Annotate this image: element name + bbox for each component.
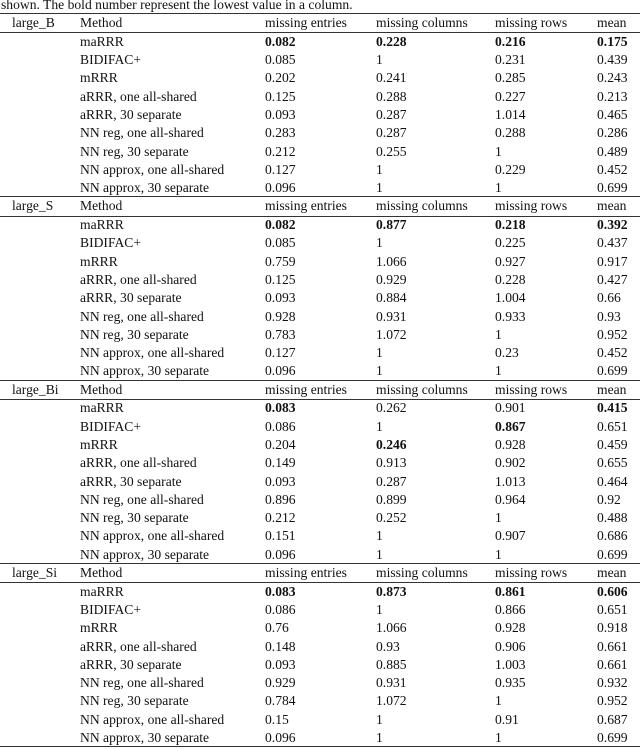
value-cell-rows: 0.227 bbox=[495, 88, 526, 104]
method-cell: NN approx, 30 separate bbox=[80, 730, 210, 746]
value-cell-rows: 0.902 bbox=[495, 455, 526, 471]
method-cell: NN approx, one all-shared bbox=[80, 711, 225, 727]
value-cell-cols: 0.899 bbox=[376, 491, 407, 507]
value-cell-entries: 0.148 bbox=[265, 638, 296, 654]
dataset-section bbox=[0, 380, 640, 563]
table-row bbox=[0, 473, 640, 491]
value-cell-rows: 1.004 bbox=[495, 290, 526, 306]
method-cell: aRRR, 30 separate bbox=[80, 656, 182, 672]
column-header: missing entries bbox=[265, 381, 347, 397]
value-cell-mean: 0.392 bbox=[597, 217, 628, 233]
method-cell: BIDIFAC+ bbox=[80, 418, 142, 434]
value-cell-entries: 0.896 bbox=[265, 491, 296, 507]
value-cell-entries: 0.212 bbox=[265, 510, 296, 526]
value-cell-mean: 0.452 bbox=[597, 345, 628, 361]
value-cell-mean: 0.459 bbox=[597, 436, 628, 452]
column-header: missing rows bbox=[495, 381, 568, 397]
method-cell: NN approx, one all-shared bbox=[80, 528, 225, 544]
value-cell-rows: 1 bbox=[495, 180, 502, 196]
column-header: Method bbox=[80, 381, 123, 397]
value-cell-entries: 0.928 bbox=[265, 308, 296, 324]
header-row bbox=[0, 564, 640, 583]
value-cell-cols: 1 bbox=[376, 418, 383, 434]
table-row bbox=[0, 527, 640, 545]
method-cell: NN reg, 30 separate bbox=[80, 510, 189, 526]
value-cell-mean: 0.661 bbox=[597, 638, 628, 654]
value-cell-mean: 0.66 bbox=[597, 290, 621, 306]
value-cell-rows: 1 bbox=[495, 546, 502, 562]
value-cell-entries: 0.096 bbox=[265, 730, 296, 746]
value-cell-cols: 0.873 bbox=[376, 583, 407, 599]
value-cell-entries: 0.082 bbox=[265, 217, 296, 233]
value-cell-entries: 0.127 bbox=[265, 345, 296, 361]
header-row bbox=[0, 14, 640, 33]
method-cell: mRRR bbox=[80, 436, 118, 452]
value-cell-mean: 0.427 bbox=[597, 271, 628, 287]
method-cell: aRRR, 30 separate bbox=[80, 290, 182, 306]
value-cell-mean: 0.488 bbox=[597, 510, 628, 526]
value-cell-entries: 0.784 bbox=[265, 693, 296, 709]
value-cell-entries: 0.125 bbox=[265, 271, 296, 287]
value-cell-mean: 0.465 bbox=[597, 107, 628, 122]
column-header: mean bbox=[597, 198, 627, 214]
method-cell: mRRR bbox=[80, 253, 118, 269]
value-cell-mean: 0.606 bbox=[597, 583, 628, 599]
value-cell-rows: 0.23 bbox=[495, 345, 519, 361]
value-cell-entries: 0.212 bbox=[265, 143, 296, 159]
value-cell-entries: 0.151 bbox=[265, 528, 296, 544]
value-cell-cols: 0.241 bbox=[376, 70, 407, 86]
value-cell-rows: 1 bbox=[495, 510, 502, 526]
method-cell: mRRR bbox=[80, 70, 118, 86]
value-cell-entries: 0.086 bbox=[265, 601, 296, 617]
value-cell-rows: 0.288 bbox=[495, 125, 526, 141]
value-cell-rows: 0.216 bbox=[495, 33, 526, 49]
method-cell: NN reg, one all-shared bbox=[80, 125, 204, 141]
value-cell-cols: 1 bbox=[376, 363, 383, 379]
value-cell-rows: 1.014 bbox=[495, 107, 526, 122]
value-cell-mean: 0.415 bbox=[597, 400, 628, 416]
dataset-section bbox=[0, 13, 640, 196]
table-row bbox=[0, 418, 640, 436]
value-cell-mean: 0.489 bbox=[597, 143, 628, 159]
method-cell: BIDIFAC+ bbox=[80, 235, 142, 251]
value-cell-mean: 0.655 bbox=[597, 455, 628, 471]
value-cell-entries: 0.093 bbox=[265, 473, 296, 489]
column-header: missing entries bbox=[265, 15, 347, 30]
method-cell: NN reg, 30 separate bbox=[80, 326, 189, 342]
value-cell-cols: 0.913 bbox=[376, 455, 407, 471]
value-cell-rows: 1 bbox=[495, 693, 502, 709]
value-cell-cols: 0.884 bbox=[376, 290, 407, 306]
table-row bbox=[0, 619, 640, 637]
value-cell-rows: 1 bbox=[495, 326, 502, 342]
method-cell: aRRR, one all-shared bbox=[80, 455, 197, 471]
value-cell-rows: 1 bbox=[495, 143, 502, 159]
value-cell-entries: 0.204 bbox=[265, 436, 296, 452]
method-cell: aRRR, one all-shared bbox=[80, 638, 197, 654]
dataset-label: large_Si bbox=[12, 564, 58, 580]
value-cell-entries: 0.15 bbox=[265, 711, 289, 727]
method-cell: maRRR bbox=[80, 400, 124, 416]
dataset-section bbox=[0, 563, 640, 747]
value-cell-rows: 0.928 bbox=[495, 436, 526, 452]
value-cell-mean: 0.686 bbox=[597, 528, 628, 544]
method-cell: NN approx, one all-shared bbox=[80, 161, 225, 177]
table-row bbox=[0, 583, 640, 601]
method-cell: aRRR, one all-shared bbox=[80, 88, 197, 104]
value-cell-entries: 0.082 bbox=[265, 33, 296, 49]
table-row bbox=[0, 546, 640, 564]
table-row bbox=[0, 234, 640, 252]
table-row bbox=[0, 362, 640, 380]
value-cell-mean: 0.464 bbox=[597, 473, 628, 489]
value-cell-entries: 0.093 bbox=[265, 107, 296, 122]
method-cell: NN reg, one all-shared bbox=[80, 491, 204, 507]
value-cell-mean: 0.699 bbox=[597, 546, 628, 562]
column-header: mean bbox=[597, 564, 627, 580]
table-row bbox=[0, 69, 640, 87]
table-row bbox=[0, 289, 640, 307]
table-row bbox=[0, 216, 640, 234]
value-cell-entries: 0.096 bbox=[265, 180, 296, 196]
value-cell-cols: 0.246 bbox=[376, 436, 407, 452]
table-row bbox=[0, 179, 640, 197]
value-cell-cols: 1.066 bbox=[376, 253, 407, 269]
value-cell-rows: 1.013 bbox=[495, 473, 526, 489]
value-cell-cols: 0.929 bbox=[376, 271, 407, 287]
column-header: missing entries bbox=[265, 564, 347, 580]
value-cell-entries: 0.149 bbox=[265, 455, 296, 471]
value-cell-rows: 0.933 bbox=[495, 308, 526, 324]
column-header: missing entries bbox=[265, 198, 347, 214]
value-cell-entries: 0.085 bbox=[265, 52, 296, 68]
value-cell-mean: 0.651 bbox=[597, 601, 628, 617]
value-cell-cols: 1.072 bbox=[376, 693, 407, 709]
value-cell-cols: 1 bbox=[376, 528, 383, 544]
value-cell-cols: 1 bbox=[376, 601, 383, 617]
value-cell-cols: 0.262 bbox=[376, 400, 407, 416]
column-header: missing rows bbox=[495, 564, 568, 580]
method-cell: maRRR bbox=[80, 33, 124, 49]
table-row bbox=[0, 638, 640, 656]
method-cell: maRRR bbox=[80, 583, 124, 599]
value-cell-cols: 0.252 bbox=[376, 510, 407, 526]
table-row bbox=[0, 326, 640, 344]
table-row bbox=[0, 491, 640, 509]
value-cell-cols: 0.931 bbox=[376, 308, 407, 324]
value-cell-rows: 0.218 bbox=[495, 217, 526, 233]
dataset-label: large_B bbox=[12, 15, 55, 30]
value-cell-rows: 0.285 bbox=[495, 70, 526, 86]
value-cell-mean: 0.952 bbox=[597, 326, 628, 342]
value-cell-rows: 1 bbox=[495, 730, 502, 746]
value-cell-cols: 1 bbox=[376, 711, 383, 727]
column-header: mean bbox=[597, 381, 627, 397]
table-row bbox=[0, 344, 640, 362]
value-cell-cols: 1 bbox=[376, 52, 383, 68]
value-cell-mean: 0.286 bbox=[597, 125, 628, 141]
column-header: missing columns bbox=[376, 15, 468, 30]
column-header: missing columns bbox=[376, 381, 468, 397]
method-cell: NN reg, one all-shared bbox=[80, 308, 204, 324]
column-header: Method bbox=[80, 198, 123, 214]
value-cell-cols: 1.066 bbox=[376, 620, 407, 636]
value-cell-rows: 0.867 bbox=[495, 418, 526, 434]
value-cell-cols: 0.287 bbox=[376, 107, 407, 122]
table-row bbox=[0, 729, 640, 747]
table-row bbox=[0, 436, 640, 454]
column-header: missing columns bbox=[376, 564, 468, 580]
value-cell-rows: 0.964 bbox=[495, 491, 526, 507]
value-cell-entries: 0.76 bbox=[265, 620, 289, 636]
value-cell-cols: 1 bbox=[376, 730, 383, 746]
value-cell-entries: 0.283 bbox=[265, 125, 296, 141]
value-cell-mean: 0.93 bbox=[597, 308, 621, 324]
value-cell-cols: 1 bbox=[376, 161, 383, 177]
table-row bbox=[0, 253, 640, 271]
table-row bbox=[0, 711, 640, 729]
value-cell-rows: 1.003 bbox=[495, 656, 526, 672]
value-cell-cols: 1 bbox=[376, 235, 383, 251]
table-row bbox=[0, 399, 640, 417]
value-cell-mean: 0.92 bbox=[597, 491, 621, 507]
value-cell-entries: 0.085 bbox=[265, 235, 296, 251]
method-cell: aRRR, 30 separate bbox=[80, 473, 182, 489]
table-row bbox=[0, 88, 640, 106]
dataset-label: large_S bbox=[12, 198, 54, 214]
method-cell: NN approx, 30 separate bbox=[80, 546, 210, 562]
table-row bbox=[0, 106, 640, 124]
value-cell-mean: 0.175 bbox=[597, 33, 628, 49]
value-cell-rows: 0.935 bbox=[495, 675, 526, 691]
method-cell: mRRR bbox=[80, 620, 118, 636]
table-row bbox=[0, 33, 640, 51]
value-cell-rows: 0.861 bbox=[495, 583, 526, 599]
value-cell-cols: 1 bbox=[376, 180, 383, 196]
table-row bbox=[0, 271, 640, 289]
value-cell-entries: 0.093 bbox=[265, 290, 296, 306]
value-cell-cols: 0.885 bbox=[376, 656, 407, 672]
value-cell-rows: 0.906 bbox=[495, 638, 526, 654]
value-cell-entries: 0.929 bbox=[265, 675, 296, 691]
value-cell-rows: 1 bbox=[495, 363, 502, 379]
value-cell-entries: 0.783 bbox=[265, 326, 296, 342]
table-row bbox=[0, 51, 640, 69]
method-cell: BIDIFAC+ bbox=[80, 601, 142, 617]
value-cell-rows: 0.928 bbox=[495, 620, 526, 636]
column-header: missing columns bbox=[376, 198, 468, 214]
value-cell-entries: 0.096 bbox=[265, 363, 296, 379]
value-cell-mean: 0.699 bbox=[597, 180, 628, 196]
value-cell-cols: 0.228 bbox=[376, 33, 407, 49]
method-cell: NN approx, 30 separate bbox=[80, 180, 210, 196]
value-cell-cols: 0.877 bbox=[376, 217, 407, 233]
value-cell-rows: 0.231 bbox=[495, 52, 526, 68]
header-row bbox=[0, 381, 640, 400]
table-row bbox=[0, 601, 640, 619]
value-cell-mean: 0.651 bbox=[597, 418, 628, 434]
value-cell-rows: 0.866 bbox=[495, 601, 526, 617]
dataset-section bbox=[0, 196, 640, 379]
column-header: Method bbox=[80, 15, 123, 30]
value-cell-mean: 0.918 bbox=[597, 620, 628, 636]
value-cell-mean: 0.687 bbox=[597, 711, 628, 727]
value-cell-mean: 0.213 bbox=[597, 88, 628, 104]
value-cell-mean: 0.699 bbox=[597, 363, 628, 379]
table-row bbox=[0, 656, 640, 674]
results-table bbox=[0, 13, 640, 747]
value-cell-cols: 1 bbox=[376, 345, 383, 361]
method-cell: NN reg, 30 separate bbox=[80, 693, 189, 709]
column-header: missing rows bbox=[495, 198, 568, 214]
value-cell-mean: 0.452 bbox=[597, 161, 628, 177]
column-header: Method bbox=[80, 564, 123, 580]
value-cell-cols: 1 bbox=[376, 546, 383, 562]
table-row bbox=[0, 674, 640, 692]
value-cell-cols: 0.287 bbox=[376, 473, 407, 489]
method-cell: BIDIFAC+ bbox=[80, 52, 142, 68]
value-cell-cols: 0.287 bbox=[376, 125, 407, 141]
table-row bbox=[0, 509, 640, 527]
value-cell-rows: 0.901 bbox=[495, 400, 526, 416]
value-cell-cols: 0.255 bbox=[376, 143, 407, 159]
value-cell-mean: 0.439 bbox=[597, 52, 628, 68]
method-cell: maRRR bbox=[80, 217, 124, 233]
dataset-label: large_Bi bbox=[12, 381, 59, 397]
value-cell-mean: 0.699 bbox=[597, 730, 628, 746]
table-caption: shown. The bold number represent the lowest value in a column. bbox=[1, 0, 353, 12]
table-row bbox=[0, 143, 640, 161]
method-cell: NN approx, 30 separate bbox=[80, 363, 210, 379]
value-cell-mean: 0.243 bbox=[597, 70, 628, 86]
value-cell-rows: 0.907 bbox=[495, 528, 526, 544]
value-cell-cols: 0.931 bbox=[376, 675, 407, 691]
value-cell-entries: 0.083 bbox=[265, 583, 296, 599]
method-cell: NN approx, one all-shared bbox=[80, 345, 225, 361]
value-cell-entries: 0.127 bbox=[265, 161, 296, 177]
value-cell-entries: 0.093 bbox=[265, 656, 296, 672]
column-header: mean bbox=[597, 15, 627, 30]
header-row bbox=[0, 197, 640, 216]
value-cell-entries: 0.125 bbox=[265, 88, 296, 104]
column-header: missing rows bbox=[495, 15, 568, 30]
method-cell: NN reg, one all-shared bbox=[80, 675, 204, 691]
table-row bbox=[0, 124, 640, 142]
value-cell-rows: 0.225 bbox=[495, 235, 526, 251]
value-cell-mean: 0.437 bbox=[597, 235, 628, 251]
table-row bbox=[0, 692, 640, 710]
table-row bbox=[0, 308, 640, 326]
method-cell: NN reg, 30 separate bbox=[80, 143, 189, 159]
value-cell-mean: 0.661 bbox=[597, 656, 628, 672]
value-cell-rows: 0.927 bbox=[495, 253, 526, 269]
value-cell-mean: 0.952 bbox=[597, 693, 628, 709]
value-cell-rows: 0.228 bbox=[495, 271, 526, 287]
value-cell-entries: 0.202 bbox=[265, 70, 296, 86]
method-cell: aRRR, one all-shared bbox=[80, 271, 197, 287]
value-cell-mean: 0.932 bbox=[597, 675, 628, 691]
value-cell-entries: 0.086 bbox=[265, 418, 296, 434]
value-cell-entries: 0.759 bbox=[265, 253, 296, 269]
value-cell-entries: 0.096 bbox=[265, 546, 296, 562]
value-cell-rows: 0.229 bbox=[495, 161, 526, 177]
value-cell-cols: 0.288 bbox=[376, 88, 407, 104]
value-cell-rows: 0.91 bbox=[495, 711, 519, 727]
method-cell: aRRR, 30 separate bbox=[80, 107, 182, 122]
table-row bbox=[0, 161, 640, 179]
value-cell-mean: 0.917 bbox=[597, 253, 628, 269]
value-cell-cols: 1.072 bbox=[376, 326, 407, 342]
value-cell-entries: 0.083 bbox=[265, 400, 296, 416]
table-row bbox=[0, 454, 640, 472]
value-cell-cols: 0.93 bbox=[376, 638, 400, 654]
